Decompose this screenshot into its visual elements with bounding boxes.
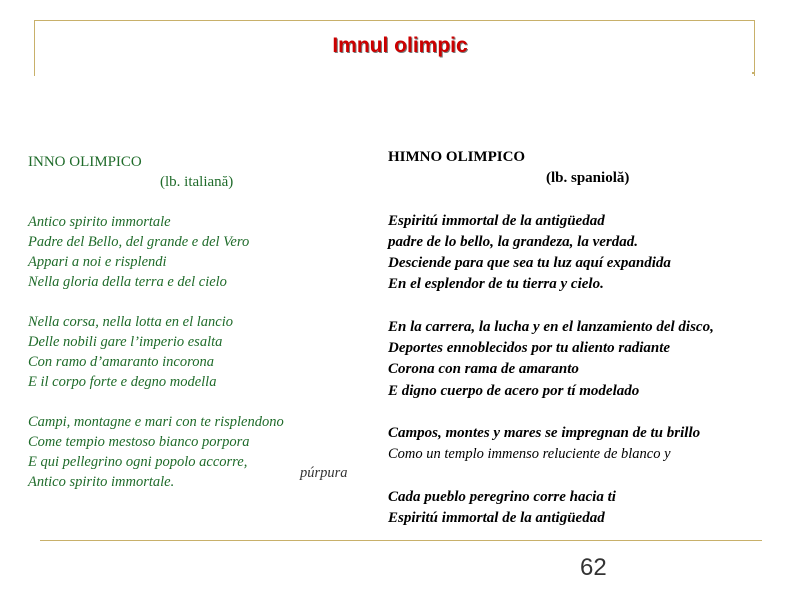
spanish-line: Deportes ennoblecidos por tu aliento radiante bbox=[388, 340, 671, 357]
spanish-line: Espiritú immortal de la antigüedad bbox=[388, 509, 605, 526]
italian-language-label: (lb. italiană) bbox=[160, 174, 234, 190]
decorative-dot bbox=[752, 72, 754, 74]
italian-line: Antico spirito immortale. bbox=[28, 474, 175, 490]
frame-top-border bbox=[34, 20, 755, 21]
page-number: 62 bbox=[580, 554, 607, 581]
translation-note: púrpura bbox=[300, 465, 348, 481]
spanish-line: padre de lo bello, la grandeza, la verdad. bbox=[388, 233, 638, 250]
italian-line: Nella corsa, nella lotta en el lancio bbox=[28, 314, 233, 330]
spanish-line: En la carrera, la lucha y en el lanzamiento del disco, bbox=[388, 318, 714, 335]
spanish-line: Campos, montes y mares se impregnan de tu brillo bbox=[388, 424, 701, 441]
italian-heading: INNO OLIMPICO bbox=[28, 154, 142, 170]
italian-line: E il corpo forte e degno modella bbox=[28, 374, 217, 390]
italian-line: Appari a noi e risplendi bbox=[28, 254, 167, 270]
italian-column bbox=[28, 152, 358, 492]
spanish-line: Espiritú immortal de la antigüedad bbox=[388, 212, 605, 229]
italian-line: Campi, montagne e mari con te risplendono bbox=[28, 414, 284, 430]
italian-line: Antico spirito immortale bbox=[28, 214, 171, 230]
italian-line: Con ramo d’amaranto incorona bbox=[28, 354, 214, 370]
footer-divider bbox=[40, 540, 762, 541]
italian-line: E qui pellegrino ogni popolo accorre, bbox=[28, 454, 248, 470]
spanish-line: Como un templo immenso reluciente de blanco y bbox=[388, 446, 671, 463]
italian-line: Come tempio mestoso bianco porpora bbox=[28, 434, 250, 450]
spanish-line: En el esplendor de tu tierra y cielo. bbox=[388, 276, 604, 293]
italian-line: Padre del Bello, del grande e del Vero bbox=[28, 234, 250, 250]
italian-line: Nella gloria della terra e del cielo bbox=[28, 274, 227, 290]
slide-title: Imnul olimpic bbox=[332, 34, 468, 57]
spanish-line: Cada pueblo peregrino corre hacia ti bbox=[388, 488, 616, 505]
spanish-column bbox=[388, 147, 788, 529]
spanish-line: Desciende para que sea tu luz aquí expandida bbox=[388, 255, 671, 272]
spanish-language-label: (lb. spaniolă) bbox=[546, 170, 630, 187]
spanish-heading: HIMNO OLIMPICO bbox=[388, 149, 526, 165]
spanish-line: E digno cuerpo de acero por tí modelado bbox=[388, 382, 640, 399]
italian-line: Delle nobili gare l’imperio esalta bbox=[28, 334, 223, 350]
spanish-line: Corona con rama de amaranto bbox=[388, 361, 579, 378]
